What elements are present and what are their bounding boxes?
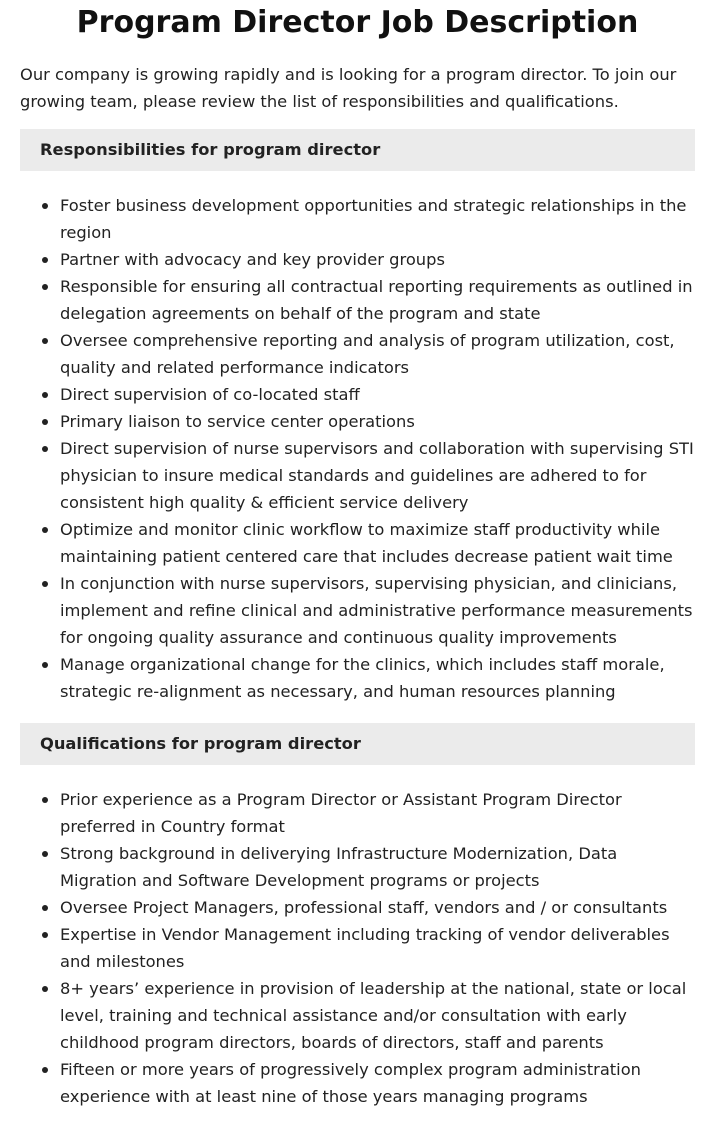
bullet-icon bbox=[42, 905, 48, 911]
page-title: Program Director Job Description bbox=[76, 5, 639, 40]
list-item bbox=[60, 408, 695, 435]
list-item-text: In conjunction with nurse supervisors, supervising physician, and clinicians, implement and refine clinical and administrative performance measurements for ongoing quality assurance and continuous quality improvements bbox=[60, 574, 693, 647]
list-item-text: Prior experience as a Program Director or Assistant Program Director preferred in Country format bbox=[60, 790, 622, 836]
bullet-icon bbox=[42, 284, 48, 290]
list-item-text: Primary liaison to service center operations bbox=[60, 412, 415, 431]
list-item bbox=[60, 651, 695, 705]
list-item-text: Oversee Project Managers, professional staff, vendors and / or consultants bbox=[60, 898, 668, 917]
list-item bbox=[60, 1056, 695, 1110]
list-item-text: Foster business development opportunities and strategic relationships in the region bbox=[60, 196, 687, 242]
list-item bbox=[60, 435, 695, 516]
list-item-text: Oversee comprehensive reporting and analysis of program utilization, cost, quality and related performance indicators bbox=[60, 331, 675, 377]
responsibilities-heading: Responsibilities for program director bbox=[20, 129, 695, 171]
list-item-text: Fifteen or more years of progressively complex program administration experience with at least nine of those years managing programs bbox=[60, 1060, 641, 1106]
bullet-icon bbox=[42, 986, 48, 992]
bullet-icon bbox=[42, 257, 48, 263]
list-item bbox=[60, 381, 695, 408]
list-item bbox=[60, 786, 695, 840]
bullet-icon bbox=[42, 851, 48, 857]
bullet-icon bbox=[42, 392, 48, 398]
list-item-text: Direct supervision of co-located staff bbox=[60, 385, 360, 404]
list-item bbox=[60, 327, 695, 381]
list-item bbox=[60, 273, 695, 327]
bullet-icon bbox=[42, 419, 48, 425]
bullet-icon bbox=[42, 932, 48, 938]
bullet-icon bbox=[42, 797, 48, 803]
list-item bbox=[60, 570, 695, 651]
bullet-icon bbox=[42, 338, 48, 344]
list-item-text: 8+ years’ experience in provision of leadership at the national, state or local level, training and technical assistance and/or consultation with early childhood program directors, boards of directors, staff and parents bbox=[60, 979, 687, 1052]
intro-paragraph: Our company is growing rapidly and is looking for a program director. To join our growing team, please review the list of responsibilities and qualifications. bbox=[20, 65, 677, 111]
bullet-icon bbox=[42, 203, 48, 209]
bullet-icon bbox=[42, 662, 48, 668]
bullet-icon bbox=[42, 581, 48, 587]
list-item bbox=[60, 894, 695, 921]
list-item bbox=[60, 516, 695, 570]
list-item-text: Expertise in Vendor Management including tracking of vendor deliverables and milestones bbox=[60, 925, 670, 971]
list-item-text: Responsible for ensuring all contractual reporting requirements as outlined in delegation agreements on behalf of the program and state bbox=[60, 277, 693, 323]
list-item bbox=[60, 246, 695, 273]
list-item bbox=[60, 975, 695, 1056]
responsibilities-list bbox=[20, 192, 695, 705]
list-item bbox=[60, 840, 695, 894]
qualifications-heading: Qualifications for program director bbox=[20, 723, 695, 765]
bullet-icon bbox=[42, 446, 48, 452]
list-item-text: Manage organizational change for the clinics, which includes staff morale, strategic re-alignment as necessary, and human resources planning bbox=[60, 655, 665, 701]
list-item-text: Optimize and monitor clinic workflow to maximize staff productivity while maintaining patient centered care that includes decrease patient wait time bbox=[60, 520, 673, 566]
list-item-text: Strong background in deliverying Infrastructure Modernization, Data Migration and Software Development programs or projects bbox=[60, 844, 618, 890]
list-item bbox=[60, 921, 695, 975]
qualifications-list bbox=[20, 786, 695, 1110]
list-item-text: Direct supervision of nurse supervisors and collaboration with supervising STI physician to insure medical standards and guidelines are adhered to for consistent high quality & efficient service delivery bbox=[60, 439, 694, 512]
bullet-icon bbox=[42, 1067, 48, 1073]
list-item-text: Partner with advocacy and key provider groups bbox=[60, 250, 445, 269]
bullet-icon bbox=[42, 527, 48, 533]
list-item bbox=[60, 192, 695, 246]
